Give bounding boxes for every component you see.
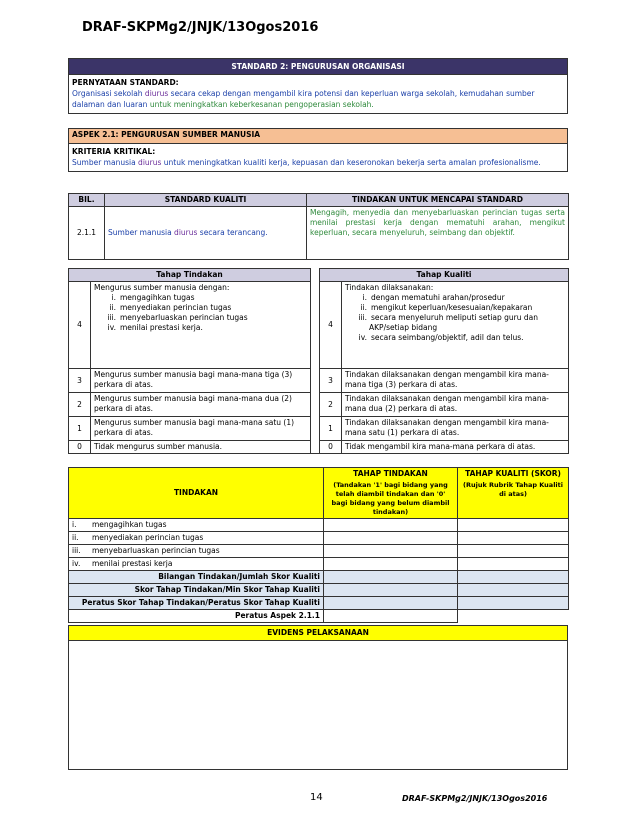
scoring-item: iv. menilai prestasi kerja xyxy=(69,558,324,571)
level-1-score-right: 1 xyxy=(320,417,342,441)
level-0-kualiti: Tidak mengambil kira mana-mana perkara di atas. xyxy=(342,441,569,454)
header-tindakan-col: TINDAKAN xyxy=(69,468,324,519)
level-4-kualiti: Tindakan dilaksanakan: i. dengan mematuhi arahan/prosedur ii. mengikut keperluan/kesesuaian/kepakaran iii. secara menyeluruh meliputi setiap guru dan AKP/setiap bidang iv. secara seimbang/objektif, adil dan telus. xyxy=(342,282,569,369)
level-1-tindakan: Mengurus sumber manusia bagi mana-mana satu (1) perkara di atas. xyxy=(91,417,311,441)
level-0-score-right: 0 xyxy=(320,441,342,454)
list-item: iii. menyebarluaskan perincian tugas xyxy=(107,313,248,322)
bil-value: 2.1.1 xyxy=(69,207,105,260)
standard-statement-cell xyxy=(69,75,568,114)
table-row xyxy=(69,610,569,623)
tahap-kualiti-input[interactable] xyxy=(458,532,569,545)
evidence-table xyxy=(68,625,568,770)
aspect-table xyxy=(68,128,568,172)
table-row xyxy=(69,519,569,532)
evidence-title: EVIDENS PELAKSANAAN xyxy=(69,626,568,641)
summary-tindakan-value[interactable] xyxy=(324,571,458,584)
level-3-score-right: 3 xyxy=(320,369,342,393)
evidence-content-area[interactable] xyxy=(69,641,568,770)
level-4-score-left: 4 xyxy=(69,282,91,369)
levels-rubric-table xyxy=(68,268,569,454)
tahap-kualiti-input[interactable] xyxy=(458,558,569,571)
standard-kualiti-text: Sumber manusia diurus secara terancang. xyxy=(105,207,307,260)
header-standard-kualiti: STANDARD KUALITI xyxy=(105,194,307,207)
level-4-tindakan: Mengurus sumber manusia dengan: i. mengagihkan tugas ii. menyediakan perincian tugas iii. menyebarluaskan perincian tugas iv. menilai prestasi kerja. xyxy=(91,282,311,369)
table-row xyxy=(69,545,569,558)
table-row xyxy=(69,571,569,584)
list-item: iv. secara seimbang/objektif, adil dan telus. xyxy=(358,333,524,342)
list-item: ii. mengikut keperluan/kesesuaian/kepakaran xyxy=(360,303,533,312)
criteria-label: KRITERIA KRITIKAL: xyxy=(72,147,156,156)
tahap-kualiti-input[interactable] xyxy=(458,545,569,558)
header-bil: BIL. xyxy=(69,194,105,207)
aspect-percent-label: Peratus Aspek 2.1.1 xyxy=(69,610,324,623)
statement-label: PERNYATAAN STANDARD: xyxy=(72,78,179,87)
list-item: i. dengan mematuhi arahan/prosedur xyxy=(362,293,505,302)
quality-standard-table xyxy=(68,193,569,260)
list-item: iii. secara menyeluruh meliputi setiap guru dan AKP/setiap bidang xyxy=(358,313,538,332)
level-4-score-right: 4 xyxy=(320,282,342,369)
level-3-score-left: 3 xyxy=(69,369,91,393)
aspect-percent-value[interactable] xyxy=(324,610,458,623)
table-row xyxy=(69,584,569,597)
summary-kualiti-value[interactable] xyxy=(458,571,569,584)
scoring-table xyxy=(68,467,569,623)
scoring-item: ii. menyediakan perincian tugas xyxy=(69,532,324,545)
tindakan-text: Mengagih, menyedia dan menyebarluaskan perincian tugas serta menilai prestasi kerja dengan mematuhi arahan, mengikut keperluan, secara menyeluruh, seimbang dan objektif. xyxy=(307,207,569,260)
list-item: ii. menyediakan perincian tugas xyxy=(109,303,232,312)
summary-tindakan-value[interactable] xyxy=(324,584,458,597)
summary-skor-tahap: Skor Tahap Tindakan/Min Skor Tahap Kualiti xyxy=(69,584,324,597)
statement-text: Organisasi sekolah diurus secara cekap dengan mengambil kira potensi dan keperluan warga sekolah, kemudahan sumber dalaman dan luaran untuk meningkatkan keberkesanan pengoperasian sekolah. xyxy=(72,89,535,109)
level-3-kualiti: Tindakan dilaksanakan dengan mengambil kira mana-mana tiga (3) perkara di atas. xyxy=(342,369,569,393)
table-row xyxy=(69,532,569,545)
aspect-criteria-cell xyxy=(69,144,568,172)
table-row xyxy=(69,597,569,610)
level-0-tindakan: Tidak mengurus sumber manusia. xyxy=(91,441,311,454)
summary-tindakan-value[interactable] xyxy=(324,597,458,610)
level-1-kualiti: Tindakan dilaksanakan dengan mengambil kira mana-mana satu (1) perkara di atas. xyxy=(342,417,569,441)
list-item: i. mengagihkan tugas xyxy=(111,293,195,302)
standard-title: STANDARD 2: PENGURUSAN ORGANISASI xyxy=(69,59,568,75)
page-number: 14 xyxy=(310,792,323,803)
scoring-item: iii. menyebarluaskan perincian tugas xyxy=(69,545,324,558)
criteria-text: Sumber manusia diurus untuk meningkatkan kualiti kerja, kepuasan dan keseronokan bekerja serta amalan profesionalisme. xyxy=(72,158,541,167)
level-2-kualiti: Tindakan dilaksanakan dengan mengambil kira mana-mana dua (2) perkara di atas. xyxy=(342,393,569,417)
table-row xyxy=(69,558,569,571)
level-3-tindakan: Mengurus sumber manusia bagi mana-mana tiga (3) perkara di atas. xyxy=(91,369,311,393)
summary-bilangan: Bilangan Tindakan/Jumlah Skor Kualiti xyxy=(69,571,324,584)
level-2-tindakan: Mengurus sumber manusia bagi mana-mana dua (2) perkara di atas. xyxy=(91,393,311,417)
list-item: iv. menilai prestasi kerja. xyxy=(107,323,203,332)
tahap-tindakan-input[interactable] xyxy=(324,545,458,558)
footer-doc-code: DRAF-SKPMg2/JNJK/13Ogos2016 xyxy=(402,794,548,803)
header-tahap-kualiti: Tahap Kualiti xyxy=(320,269,569,282)
level-2-score-left: 2 xyxy=(69,393,91,417)
summary-kualiti-value[interactable] xyxy=(458,584,569,597)
summary-kualiti-value[interactable] xyxy=(458,597,569,610)
standard-table xyxy=(68,58,568,114)
level-0-score-left: 0 xyxy=(69,441,91,454)
document-header-code: DRAF-SKPMg2/JNJK/13Ogos2016 xyxy=(82,20,319,35)
scoring-item: i. mengagihkan tugas xyxy=(69,519,324,532)
level-1-score-left: 1 xyxy=(69,417,91,441)
tahap-kualiti-input[interactable] xyxy=(458,519,569,532)
header-tahap-tindakan: Tahap Tindakan xyxy=(69,269,311,282)
aspect-title: ASPEK 2.1: PENGURUSAN SUMBER MANUSIA xyxy=(69,129,568,144)
header-tahap-kualiti-col: TAHAP KUALITI (SKOR) (Rujuk Rubrik Tahap Kualiti di atas) xyxy=(458,468,569,519)
level-2-score-right: 2 xyxy=(320,393,342,417)
tahap-tindakan-input[interactable] xyxy=(324,558,458,571)
tahap-tindakan-input[interactable] xyxy=(324,532,458,545)
header-tahap-tindakan-col: TAHAP TINDAKAN (Tandakan '1' bagi bidang yang telah diambil tindakan dan '0' bagi bidang yang belum diambil tindakan) xyxy=(324,468,458,519)
header-tindakan: TINDAKAN UNTUK MENCAPAI STANDARD xyxy=(307,194,569,207)
tahap-tindakan-input[interactable] xyxy=(324,519,458,532)
summary-peratus-skor: Peratus Skor Tahap Tindakan/Peratus Skor Tahap Kualiti xyxy=(69,597,324,610)
